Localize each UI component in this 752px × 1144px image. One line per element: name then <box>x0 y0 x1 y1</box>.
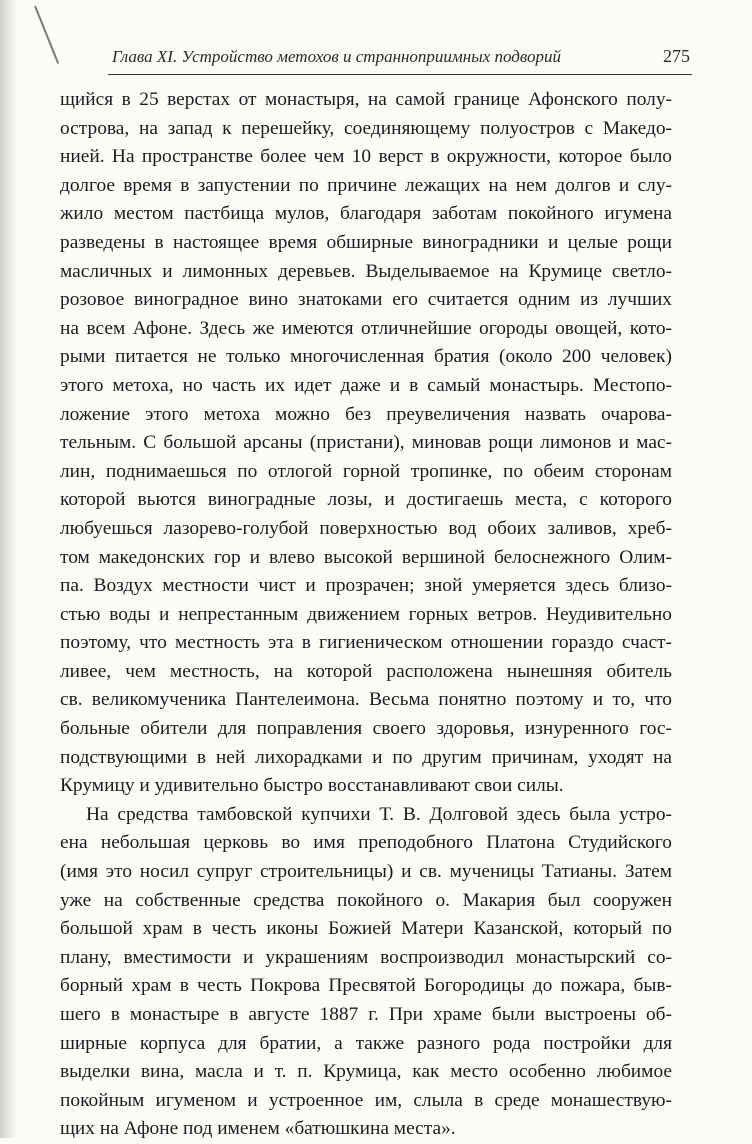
paragraph <box>60 86 672 801</box>
text-line: Крумицу и удивительно быстро восстанавливают свои силы. <box>60 775 564 797</box>
text-line: розовое виноградное вино знатоками его считается одним из лучших <box>60 289 672 311</box>
text-line: ливее, чем местность, на которой расположена нынешняя обитель <box>60 660 672 682</box>
text-line: тельным. С большой арсаны (пристани), миновав рощи лимонов и мас- <box>60 432 672 454</box>
paragraph <box>60 801 672 1144</box>
text-line: стью воды и непрестанным движением горных ветров. Неудивительно <box>60 603 672 625</box>
chapter-title: Глава XI. Устройство метохов и странноприимных подворий <box>112 47 562 66</box>
text-line: разведены в настоящее время обширные виноградники и целые рощи <box>60 231 672 253</box>
text-line: св. великомученика Пантелеимона. Весьма понятно поэтому и то, что <box>60 689 672 711</box>
text-line: шего в монастыре в августе 1887 г. При храме были выстроены об- <box>60 1004 672 1025</box>
text-line: долгое время в запустении по причине лежащих на нем долгов и слу- <box>60 174 672 196</box>
text-line: на всем Афоне. Здесь же имеются отличнейшие огороды овощей, кото- <box>60 317 672 339</box>
text-line: На средства тамбовской купчихи Т. В. Долговой здесь была устро- <box>86 803 672 825</box>
scan-artifact-line <box>34 6 59 64</box>
text-line: плану, вместимости и украшениям воспроизводил монастырский со- <box>60 946 672 968</box>
text-line: поэтому, что местность эта в гигиеническом отношении гораздо счаст- <box>60 632 672 654</box>
text-line: которой вьются виноградные лозы, и достигаешь места, с которого <box>60 489 672 511</box>
text-line: щих на Афоне под именем «батюшкина места». <box>60 1118 456 1140</box>
text-line: масличных и лимонных деревьев. Выделываемое на Крумице светло- <box>60 260 672 282</box>
text-line: рыми питается не только многочисленная братия (около 200 человек) <box>60 346 672 368</box>
scan-shadow-edge <box>0 0 18 1138</box>
text-line: большой храм в честь иконы Божией Матери Казанской, который по <box>60 918 672 940</box>
text-line: ложение этого метоха можно без преувеличения назвать очарова- <box>60 403 672 425</box>
text-line: щийся в 25 верстах от монастыря, на самой границе Афонского полу- <box>60 89 672 110</box>
page-number: 275 <box>663 46 690 66</box>
text-line: борный храм в честь Покрова Пресвятой Богородицы до пожара, быв- <box>60 975 672 997</box>
text-line: том македонских гор и влево высокой вершиной белоснежного Олим- <box>60 546 672 568</box>
text-line: подствующими в ней лихорадками и по другим причинам, уходят на <box>60 746 672 768</box>
text-line: любуешься лазорево-голубой поверхностью вод обоих заливов, хреб- <box>60 517 672 539</box>
text-line: лин, поднимаешься по отлогой горной тропинке, по обеим сторонам <box>60 460 672 482</box>
running-header <box>112 46 690 67</box>
text-line: па. Воздух местности чист и прозрачен; зной умеряется здесь близо- <box>60 575 672 597</box>
text-line: ширные корпуса для братии, а также разного рода постройки для <box>60 1032 672 1054</box>
text-line: нией. На пространстве более чем 10 верст в окружности, которое было <box>60 146 672 168</box>
text-line: этого метоха, но часть их идет даже и в самый монастырь. Местопо- <box>60 374 672 396</box>
text-line: покойным игуменом и устроенное им, слыла в среде монашествую- <box>60 1089 672 1111</box>
text-line: больные обители для поправления своего здоровья, изнуренного гос- <box>60 718 672 740</box>
body-text <box>60 86 672 1144</box>
text-line: выделки вина, масла и т. п. Крумица, как место особенно любимое <box>60 1061 672 1083</box>
text-line: ена небольшая церковь во имя преподобного Платона Студийского <box>60 832 672 854</box>
text-line: острова, на запад к перешейку, соединяющему полуостров с Македо- <box>60 117 672 139</box>
text-line: (имя это носил супруг строительницы) и св. мученицы Татианы. Затем <box>60 861 672 883</box>
text-line: жило местом пастбища мулов, благодаря заботам покойного игумена <box>60 203 672 225</box>
header-rule <box>108 74 692 75</box>
text-line: уже на собственные средства покойного о. Макария был сооружен <box>60 889 672 911</box>
